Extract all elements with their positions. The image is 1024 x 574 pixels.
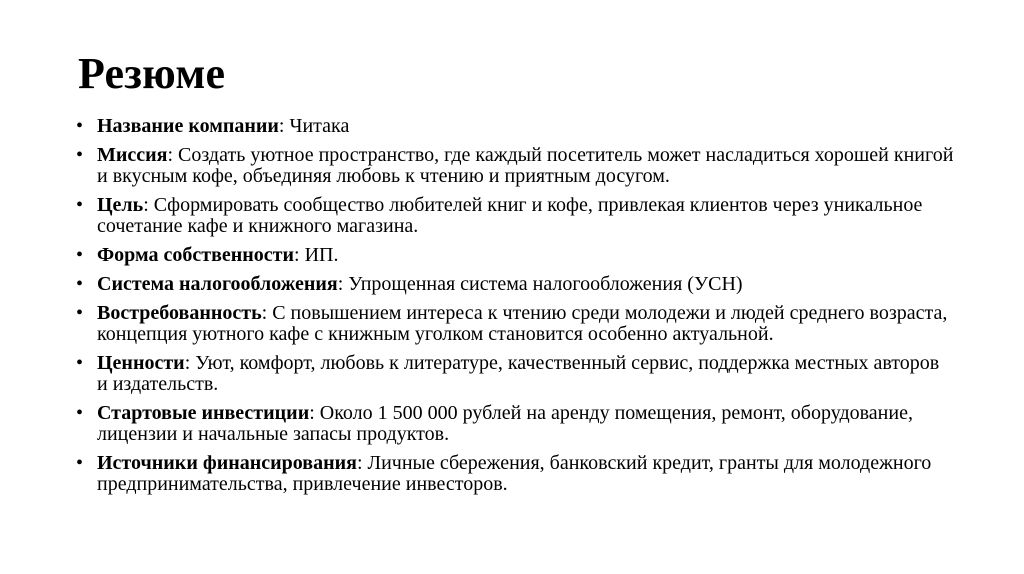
bullet-text: : Создать уютное пространство, где каждый посетитель может насладиться хорошей книгой и вкусным кофе, объединяя любовь к чтению и приятным досугом. (97, 144, 954, 187)
bullet-text: : Личные сбережения, банковский кредит, гранты для молодежного предпринимательства, привлечение инвесторов. (97, 452, 932, 495)
bullet-text: : Сформировать сообщество любителей книг и кофе, привлекая клиентов через уникальное сочетание кафе и книжного магазина. (97, 194, 923, 237)
bullet-dot-icon: • (76, 402, 84, 424)
bullet-dot-icon: • (76, 352, 84, 374)
bullet-goal (74, 195, 954, 237)
bullet-dot-icon: • (76, 302, 84, 324)
bullet-term: Форма собственности (97, 244, 295, 266)
bullet-text: : С повышением интереса к чтению среди молодежи и людей среднего возраста, концепция уютного кафе с книжным уголком становится особенно актуальной. (97, 302, 948, 345)
bullet-term: Источники финансирования (97, 452, 357, 474)
bullet-term: Востребованность (97, 302, 262, 324)
slide-title: Резюме (78, 49, 226, 98)
bullet-text: : Около 1 500 000 рублей на аренду помещения, ремонт, оборудование, лицензии и начальные запасы продуктов. (97, 402, 913, 445)
bullet-dot-icon: • (76, 452, 84, 474)
bullet-dot-icon: • (76, 144, 84, 166)
bullet-mission (74, 145, 954, 187)
bullet-term: Название компании (97, 115, 279, 137)
bullet-dot-icon: • (76, 194, 84, 216)
bullet-term: Система налогообложения (97, 273, 338, 295)
bullet-term: Стартовые инвестиции (97, 402, 310, 424)
bullet-tax-system (74, 274, 954, 295)
bullet-funding-sources (74, 453, 954, 495)
bullet-term: Миссия (97, 144, 168, 166)
bullet-dot-icon: • (76, 115, 84, 137)
bullet-ownership-form (74, 245, 954, 266)
bullet-dot-icon: • (76, 273, 84, 295)
bullet-values (74, 353, 954, 395)
bullet-dot-icon: • (76, 244, 84, 266)
bullet-text: : Упрощенная система налогообложения (УСН) (337, 273, 743, 295)
bullet-term: Ценности (97, 352, 185, 374)
bullet-startup-investment (74, 403, 954, 445)
bullet-text: : Читака (278, 115, 350, 137)
bullet-text: : Уют, комфорт, любовь к литературе, качественный сервис, поддержка местных авторов и издательств. (97, 352, 940, 395)
bullet-list (74, 116, 954, 503)
bullet-text: : ИП. (294, 244, 339, 266)
bullet-company-name (74, 116, 954, 137)
bullet-demand (74, 303, 954, 345)
bullet-term: Цель (97, 194, 144, 216)
